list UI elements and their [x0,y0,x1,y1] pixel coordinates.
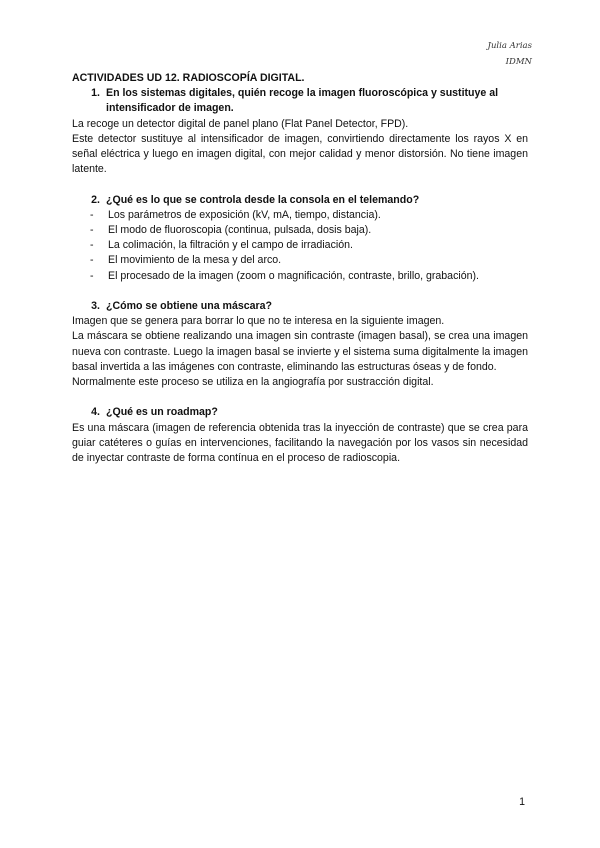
list-item-text: El modo de fluoroscopia (continua, pulsada, dosis baja). [108,224,372,237]
list-item-text: El procesado de la imagen (zoom o magnificación, contraste, brillo, grabación). [108,269,479,282]
question-text: ¿Qué es lo que se controla desde la consola en el telemando? [106,193,420,206]
bullet-marker: - [90,269,94,282]
course-code: IDMN [505,57,532,67]
document-header [488,38,532,70]
bullet-marker: - [90,239,94,252]
list-item-text: La colimación, la filtración y el campo de irradiación. [108,239,353,252]
page-number: 1 [519,796,525,808]
list-item [72,253,528,268]
question-3 [72,299,528,314]
question-number: 3. [91,300,100,313]
document-body [72,71,528,466]
author-name: Julia Arias [487,41,532,51]
list-item-text: El movimiento de la mesa y del arco. [108,254,282,267]
question-text: En los sistemas digitales, quién recoge la imagen fluoroscópica y sustituye al intensificador de imagen. [106,87,499,115]
question-number: 1. [91,87,100,100]
bullet-marker: - [90,224,94,237]
answer-paragraph: Es una máscara (imagen de referencia obtenida tras la inyección de contraste) que se crea para guiar catéteres o guías en intervenciones, facilitando la navegación por los vasos sin necesidad de inyectar contraste de forma contínua en el proceso de radioscopia. [72,421,528,465]
bullet-marker: - [90,208,94,221]
question-1 [72,86,528,116]
answer-paragraph: Este detector sustituye al intensificador de imagen, convirtiendo directamente los rayos X en señal eléctrica y luego en imagen digital, con mejor calidad y menor distorsión. No tiene imagen latente. [72,132,528,176]
list-item-text: Los parámetros de exposición (kV, mA, tiempo, distancia). [108,208,381,221]
question-4 [72,405,528,420]
list-item [72,269,528,284]
question-number: 4. [91,406,100,419]
list-item [72,223,528,238]
question-number: 2. [91,193,100,206]
question-text: ¿Cómo se obtiene una máscara? [106,300,273,313]
question-2 [72,193,528,208]
list-item [72,208,528,223]
answer-paragraph: La máscara se obtiene realizando una imagen sin contraste (imagen basal), se crea una imagen nueva con contraste. Luego la imagen basal se invierte y el sistema suma digitalmente la imagen basal invertida a las imágenes con contraste, eliminando las estructuras óseas y de fondo. [72,330,528,373]
document-title: ACTIVIDADES UD 12. RADIOSCOPÍA DIGITAL. [72,72,305,84]
answer-paragraph: La recoge un detector digital de panel plano (Flat Panel Detector, FPD). [72,117,409,130]
answer-paragraph: Imagen que se genera para borrar lo que no te interesa en la siguiente imagen. [72,315,445,328]
answer-paragraph: Normalmente este proceso se utiliza en la angiografía por sustracción digital. [72,376,434,389]
list-item [72,238,528,253]
question-text: ¿Qué es un roadmap? [106,406,218,419]
console-controls-list [72,208,528,284]
bullet-marker: - [90,254,94,267]
